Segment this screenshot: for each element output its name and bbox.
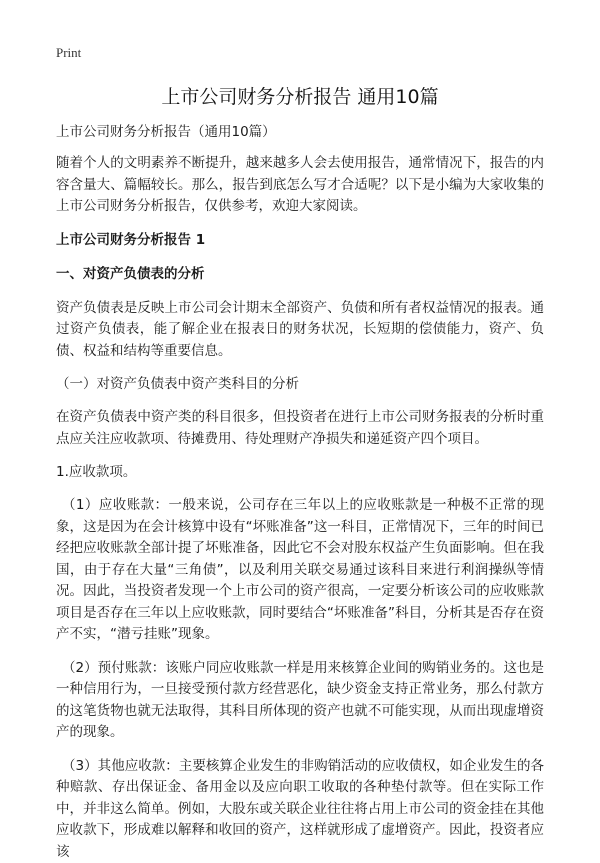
heading-balance-sheet: 一、对资产负债表的分析: [56, 264, 544, 284]
paragraph-asset-accounts: 在资产负债表中资产类的科目很多，但投资者在进行上市公司财务报表的分析时重点应关注应收款项、待摊费用、待处理财产净损失和递延资产四个项目。: [56, 407, 544, 450]
print-label: Print: [56, 44, 544, 62]
paragraph-prepayments: （2）预付账款：该账户同应收账款一样是用来核算企业间的购销业务的。这也是一种信用行为，一旦接受预付款方经营恶化，缺少资金支持正常业务，那么付款方的这笔货物也就无法取得，其科目所体现的资产也就不可能实现，从而出现虚增资产的现象。: [56, 658, 544, 744]
intro-paragraph: 随着个人的文明素养不断提升，越来越多人会去使用报告，通常情况下，报告的内容含量大、篇幅较长。那么，报告到底怎么写才合适呢？以下是小编为大家收集的上市公司财务分析报告，仅供参考，欢迎大家阅读。: [56, 153, 544, 218]
document-subtitle: 上市公司财务分析报告（通用10篇）: [56, 122, 544, 142]
item-receivables: 1.应收款项。: [56, 462, 544, 482]
subheading-asset-accounts: （一）对资产负债表中资产类科目的分析: [56, 374, 544, 394]
paragraph-balance-sheet: 资产负债表是反映上市公司会计期末全部资产、负债和所有者权益情况的报表。通过资产负债表，能了解企业在报表日的财务状况，长短期的偿债能力，资产、负债、权益和结构等重要信息。: [56, 298, 544, 363]
paragraph-accounts-receivable: （1）应收账款：一般来说，公司存在三年以上的应收账款是一种极不正常的现象，这是因为在会计核算中设有“坏账准备”这一科目，正常情况下，三年的时间已经把应收账款全部计提了坏账准备，因此它不会对股东权益产生负面影响。但在我国，由于存在大量“三角债”，以及利用关联交易通过该科目来进行利润操纵等情况。因此，当投资者发现一个上市公司的资产很高，一定要分析该公司的应收账款项目是否存在三年以上应收账款，同时要结合“坏账准备”科目，分析其是否存在资产不实，“潜亏挂账”现象。: [56, 495, 544, 646]
paragraph-other-receivables: （3）其他应收款：主要核算企业发生的非购销活动的应收债权，如企业发生的各种赔款、存出保证金、备用金以及应向职工收取的各种垫付款等。但在实际工作中，并非这么简单。例如，大股东或关联企业往往将占用上市公司的资金挂在其他应收款下，形成难以解释和收回的资产，这样就形成了虚增资产。因此，投资者应该: [56, 756, 544, 863]
page-title: 上市公司财务分析报告 通用10篇: [56, 84, 544, 110]
section-title: 上市公司财务分析报告 1: [56, 230, 544, 250]
